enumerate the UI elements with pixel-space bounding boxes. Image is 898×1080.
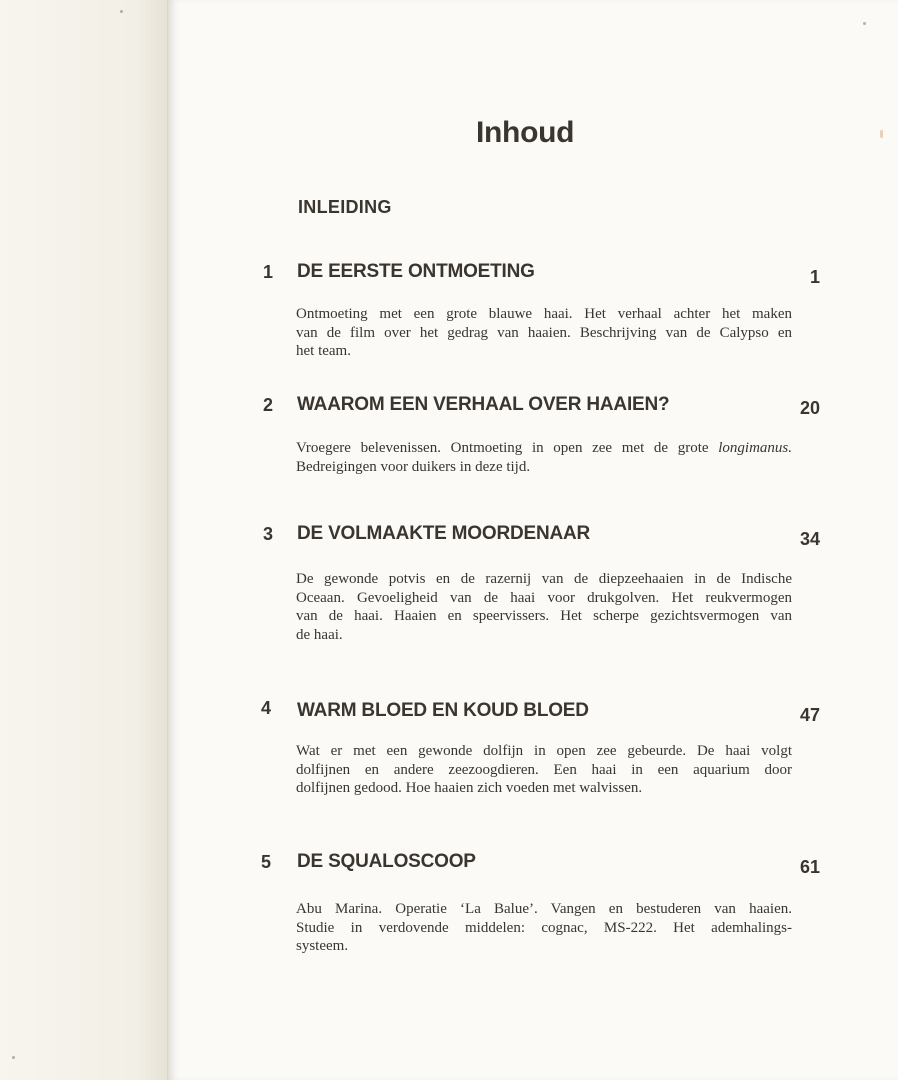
- chapter-description: [296, 570, 792, 644]
- description-text: Vroegere belevenissen. Ontmoeting in open zee met de grote: [296, 440, 709, 456]
- intro-heading: INLEIDING: [298, 197, 392, 217]
- chapter-description: [296, 305, 792, 361]
- paper-speck: [863, 22, 866, 25]
- chapter-description: [296, 742, 792, 798]
- chapter-title: DE VOLMAAKTE MOORDENAAR: [297, 523, 591, 544]
- description-line: de haai.: [296, 626, 343, 643]
- chapter-number: 3: [263, 524, 274, 544]
- description-line: Studie in verdovende middelen: cognac, MS-222. Het ademhalings-: [296, 919, 792, 936]
- paper-speck: [12, 1056, 15, 1059]
- chapter-description: [296, 439, 792, 476]
- chapter-title: DE EERSTE ONTMOETING: [297, 261, 535, 282]
- left-page: [0, 0, 170, 1080]
- description-line: Bedreigingen voor duikers in deze tijd.: [296, 458, 531, 475]
- description-line: Oceaan. Gevoeligheid van de haai voor drukgolven. Het reukvermogen: [296, 589, 792, 606]
- species-name-italic: longimanus: [718, 440, 789, 456]
- description-line: Wat er met een gewonde dolfijn in open zee gebeurde. De haai volgt: [296, 743, 792, 759]
- description-line: dolfijnen gedood. Hoe haaien zich voeden met walvissen.: [296, 780, 643, 796]
- description-line: van de film over het gedrag van haaien. Beschrijving van de Calypso en: [296, 324, 792, 341]
- paper-speck: [120, 10, 123, 13]
- description-line: Vroegere belevenissen. Ontmoeting in open zee met de grote longimanus.: [296, 440, 792, 456]
- description-line: Ontmoeting met een grote blauwe haai. Het verhaal achter het maken: [296, 306, 792, 322]
- chapter-number: 2: [263, 395, 274, 415]
- description-line: De gewonde potvis en de razernij van de diepzeehaaien in de Indische: [296, 571, 792, 587]
- chapter-number: 5: [261, 852, 272, 872]
- page-title: Inhoud: [476, 116, 575, 149]
- chapter-number: 4: [261, 698, 272, 718]
- chapter-page-number: 20: [799, 398, 820, 418]
- description-line: dolfijnen en andere zeezoogdieren. Een haai in een aquarium door: [296, 761, 792, 778]
- description-line: Abu Marina. Operatie ‘La Balue’. Vangen en bestuderen van haaien.: [296, 901, 792, 917]
- description-line: systeem.: [296, 938, 349, 954]
- chapter-page-number: 1: [809, 267, 820, 287]
- paper-speck: [880, 130, 883, 138]
- chapter-title: DE SQUALOSCOOP: [297, 851, 476, 872]
- chapter-page-number: 47: [799, 705, 820, 725]
- description-line: het team.: [296, 343, 351, 359]
- chapter-number: 1: [263, 262, 274, 282]
- chapter-title: WAAROM EEN VERHAAL OVER HAAIEN?: [297, 394, 670, 415]
- description-line: van de haai. Haaien en speervissers. Het scherpe gezichtsvermogen van: [296, 608, 792, 624]
- chapter-page-number: 34: [799, 529, 820, 549]
- chapter-page-number: 61: [799, 857, 820, 877]
- chapter-description: [296, 900, 792, 956]
- chapter-title: WARM BLOED EN KOUD BLOED: [297, 700, 589, 721]
